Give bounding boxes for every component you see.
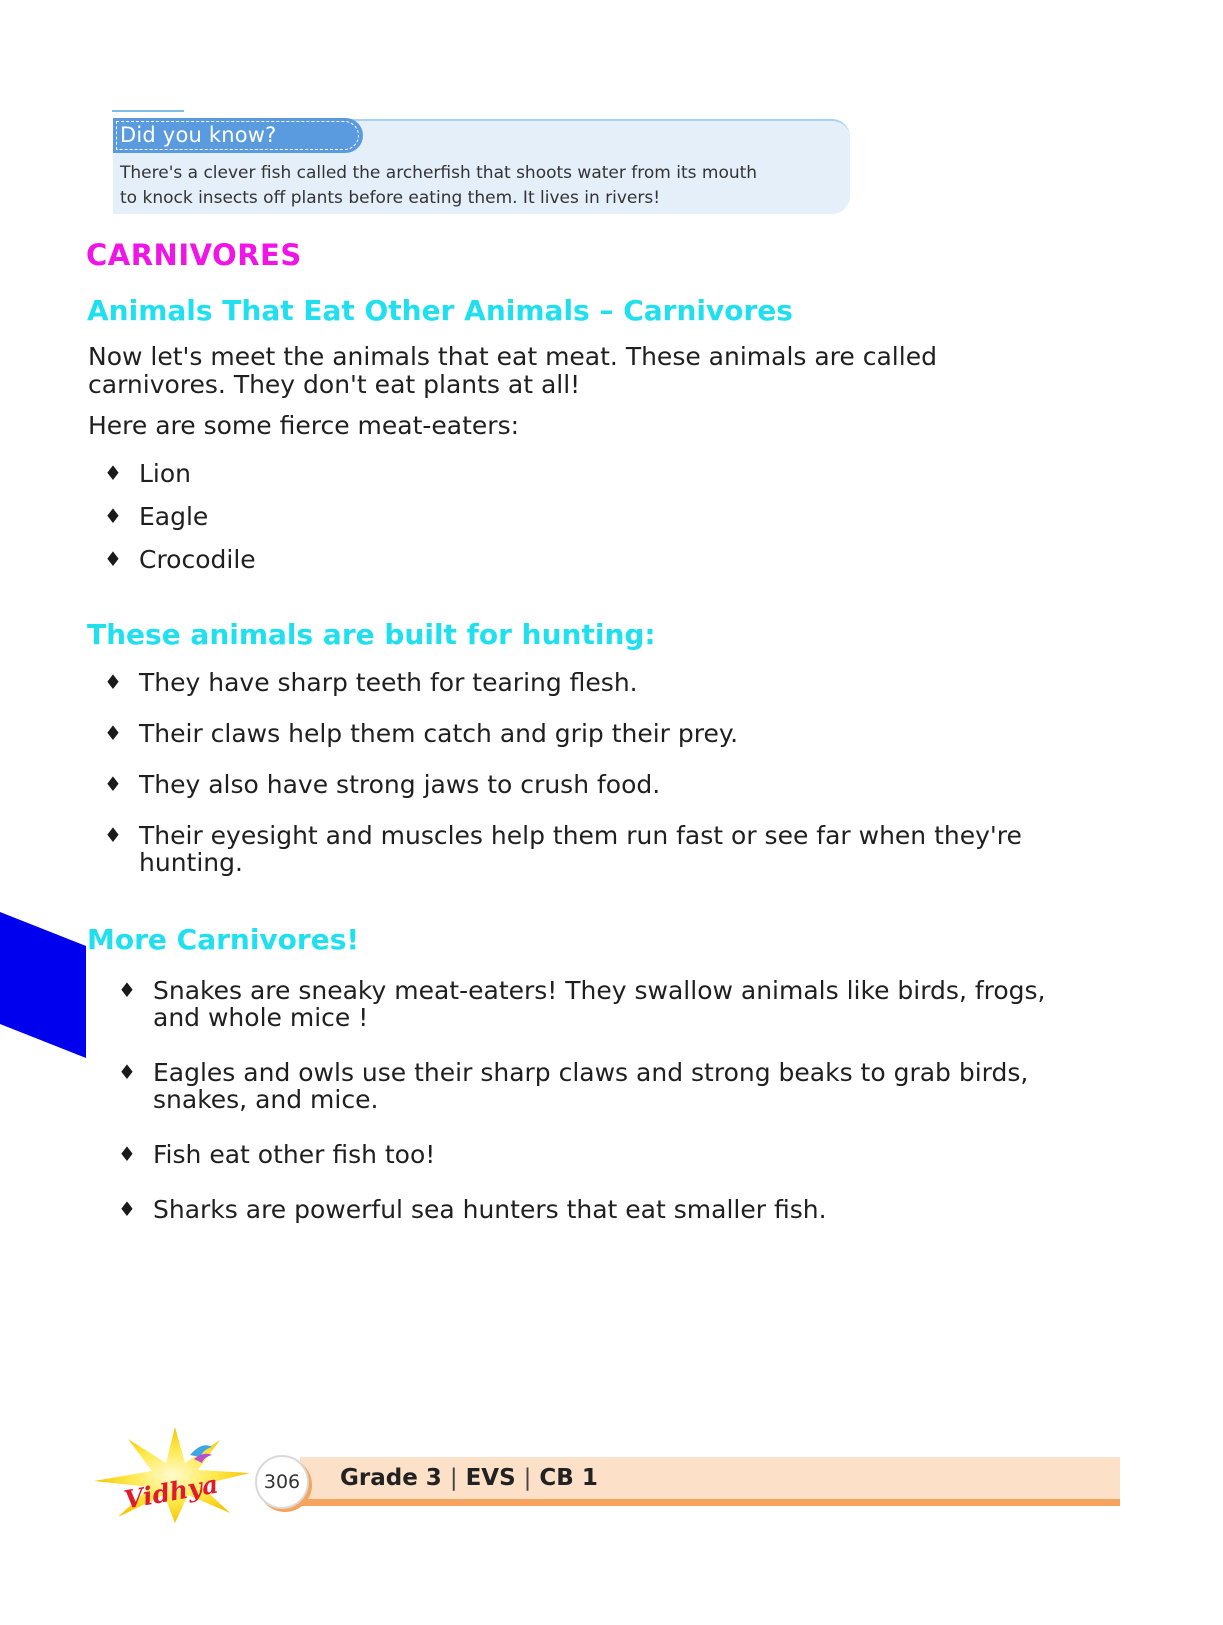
list-item-text: Eagle bbox=[139, 502, 209, 531]
blue-side-accent bbox=[0, 0, 90, 1625]
logo-wordmark: Vidhya bbox=[122, 1469, 221, 1515]
diamond-bullet-icon: ♦ bbox=[104, 772, 122, 796]
list-item bbox=[104, 460, 256, 503]
section-label: CARNIVORES bbox=[86, 238, 302, 272]
footer-separator: | bbox=[449, 1465, 458, 1491]
list-item bbox=[104, 503, 256, 546]
did-you-know-top-rule bbox=[112, 110, 184, 112]
list-item bbox=[104, 720, 1022, 747]
footer-grade: Grade 3 bbox=[340, 1465, 442, 1491]
footer-course-info bbox=[340, 1462, 598, 1494]
intro-lead: Here are some fierce meat-eaters: bbox=[88, 411, 520, 440]
list-item bbox=[118, 1141, 1046, 1168]
main-heading: Animals That Eat Other Animals – Carnivores bbox=[87, 294, 793, 327]
list-item bbox=[104, 669, 1022, 696]
footer-separator: | bbox=[523, 1465, 532, 1491]
list-item-text: Their eyesight and muscles help them run fast or see far when they're bbox=[139, 821, 1022, 850]
list-item-text: hunting. bbox=[139, 848, 243, 877]
diamond-bullet-icon: ♦ bbox=[118, 1142, 136, 1166]
sun-logo-icon bbox=[90, 1425, 260, 1525]
diamond-bullet-icon: ♦ bbox=[104, 721, 122, 745]
list-item-text: Crocodile bbox=[139, 545, 256, 574]
diamond-bullet-icon: ♦ bbox=[118, 1197, 136, 1221]
diamond-bullet-icon: ♦ bbox=[104, 504, 122, 528]
hunting-features-list bbox=[104, 669, 1022, 900]
list-item-text: and whole mice ! bbox=[153, 1003, 369, 1032]
list-item-text: snakes, and mice. bbox=[153, 1085, 379, 1114]
page-number: 306 bbox=[263, 1471, 301, 1493]
more-carnivores-heading: More Carnivores! bbox=[87, 923, 360, 956]
footer-subject: EVS bbox=[465, 1465, 516, 1491]
diamond-bullet-icon: ♦ bbox=[104, 670, 122, 694]
meat-eaters-list bbox=[104, 460, 256, 589]
diamond-bullet-icon: ♦ bbox=[104, 461, 122, 485]
list-item-text: Eagles and owls use their sharp claws and strong beaks to grab birds, bbox=[153, 1058, 1029, 1087]
intro-paragraph bbox=[88, 343, 937, 399]
list-item bbox=[104, 822, 1022, 876]
list-item-text: Snakes are sneaky meat-eaters! They swallow animals like birds, frogs, bbox=[153, 976, 1046, 1005]
footer-book: CB 1 bbox=[539, 1465, 598, 1491]
list-item bbox=[104, 546, 256, 589]
list-item-text: Sharks are powerful sea hunters that eat smaller fish. bbox=[153, 1195, 827, 1224]
did-you-know-line: There's a clever fish called the archerfish that shoots water from its mouth bbox=[120, 163, 758, 183]
diamond-bullet-icon: ♦ bbox=[104, 823, 122, 847]
list-item-text: Lion bbox=[139, 459, 192, 488]
did-you-know-line: to knock insects off plants before eating them. It lives in rivers! bbox=[120, 188, 661, 208]
list-item-text: They also have strong jaws to crush food. bbox=[139, 770, 661, 799]
did-you-know-text bbox=[120, 161, 840, 211]
more-carnivores-list bbox=[118, 977, 1046, 1251]
diamond-bullet-icon: ♦ bbox=[118, 1060, 136, 1084]
list-item bbox=[118, 1196, 1046, 1223]
footer-bar-underline bbox=[300, 1499, 1120, 1506]
diamond-bullet-icon: ♦ bbox=[104, 547, 122, 571]
hunting-heading: These animals are built for hunting: bbox=[87, 618, 656, 651]
list-item-text: Fish eat other fish too! bbox=[153, 1140, 436, 1169]
list-item-text: Their claws help them catch and grip their prey. bbox=[139, 719, 739, 748]
list-item bbox=[118, 977, 1046, 1031]
list-item-text: They have sharp teeth for tearing flesh. bbox=[139, 668, 638, 697]
list-item bbox=[118, 1059, 1046, 1113]
diamond-bullet-icon: ♦ bbox=[118, 978, 136, 1002]
list-item bbox=[104, 771, 1022, 798]
intro-line: Now let's meet the animals that eat meat. These animals are called bbox=[88, 342, 937, 371]
did-you-know-title: Did you know? bbox=[120, 123, 277, 147]
intro-line: carnivores. They don't eat plants at all! bbox=[88, 370, 581, 399]
